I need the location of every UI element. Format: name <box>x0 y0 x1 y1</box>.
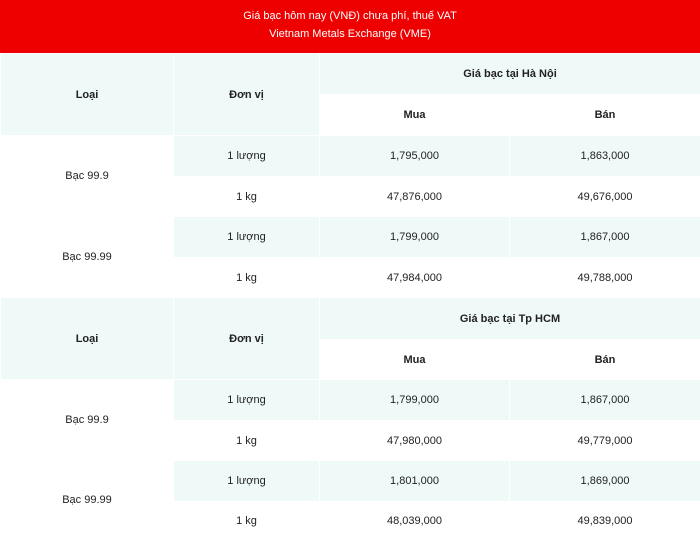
sell-price: 49,839,000 <box>510 502 700 540</box>
header-region-hcm: Giá bạc tại Tp HCM <box>320 298 700 340</box>
sell-price: 49,788,000 <box>510 258 700 298</box>
table-row <box>1 380 700 421</box>
unit-cell: 1 lượng <box>174 380 320 421</box>
header-unit: Đơn vị <box>174 54 320 136</box>
product-name: Bạc 99.99 <box>1 461 174 540</box>
unit-cell: 1 lượng <box>174 217 320 258</box>
product-name: Bạc 99.9 <box>1 380 174 461</box>
buy-price: 47,876,000 <box>320 177 510 217</box>
unit-cell: 1 kg <box>174 258 320 298</box>
sell-price: 49,779,000 <box>510 421 700 461</box>
buy-price: 47,980,000 <box>320 421 510 461</box>
silver-price-table <box>0 53 700 540</box>
header-type: Loại <box>1 298 174 380</box>
unit-cell: 1 lượng <box>174 136 320 177</box>
hcm-header-row <box>1 298 700 340</box>
header-sell: Bán <box>510 95 700 136</box>
buy-price: 47,984,000 <box>320 258 510 298</box>
sell-price: 1,867,000 <box>510 217 700 258</box>
header-type: Loại <box>1 54 174 136</box>
buy-price: 48,039,000 <box>320 502 510 540</box>
header-buy: Mua <box>320 340 510 380</box>
header-region-hanoi: Giá bạc tại Hà Nội <box>320 54 700 95</box>
unit-cell: 1 lượng <box>174 461 320 502</box>
table-row <box>1 461 700 502</box>
buy-price: 1,801,000 <box>320 461 510 502</box>
unit-cell: 1 kg <box>174 177 320 217</box>
table-row <box>1 136 700 177</box>
table-row <box>1 217 700 258</box>
buy-price: 1,799,000 <box>320 217 510 258</box>
sell-price: 1,869,000 <box>510 461 700 502</box>
hanoi-header-row <box>1 54 700 95</box>
sell-price: 49,676,000 <box>510 177 700 217</box>
buy-price: 1,799,000 <box>320 380 510 421</box>
title-line-1: Giá bạc hôm nay (VNĐ) chưa phí, thuế VAT <box>0 7 700 25</box>
buy-price: 1,795,000 <box>320 136 510 177</box>
product-name: Bạc 99.9 <box>1 136 174 217</box>
sell-price: 1,867,000 <box>510 380 700 421</box>
title-line-2: Vietnam Metals Exchange (VME) <box>0 25 700 43</box>
header-unit: Đơn vị <box>174 298 320 380</box>
unit-cell: 1 kg <box>174 502 320 540</box>
product-name: Bạc 99.99 <box>1 217 174 298</box>
sell-price: 1,863,000 <box>510 136 700 177</box>
unit-cell: 1 kg <box>174 421 320 461</box>
header-sell: Bán <box>510 340 700 380</box>
header-buy: Mua <box>320 95 510 136</box>
table-title <box>0 0 700 53</box>
